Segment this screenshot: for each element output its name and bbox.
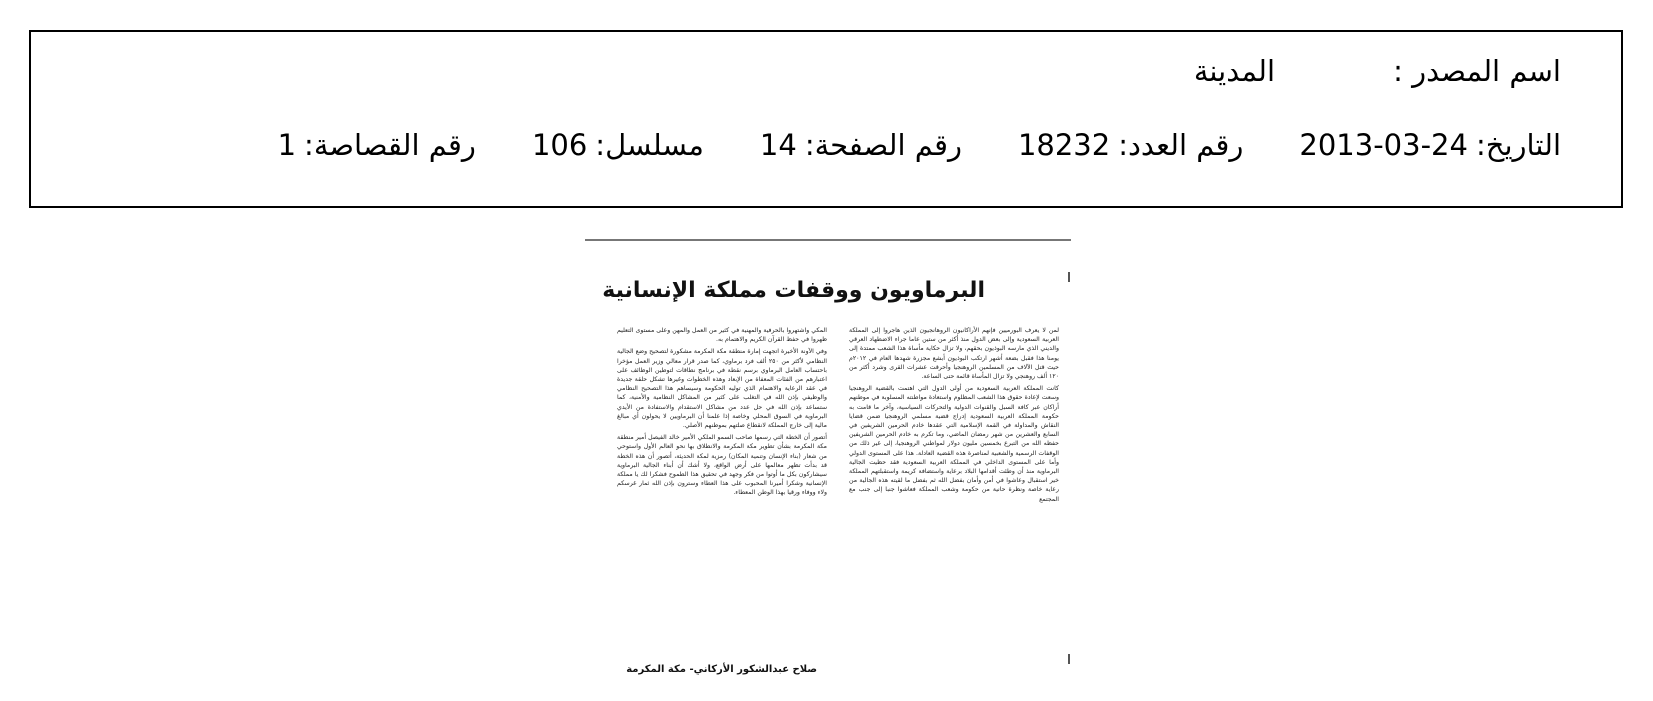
source-value: المدينة xyxy=(1193,54,1276,88)
issue-label: رقم العدد: xyxy=(1118,128,1244,162)
article-title: البرماويون ووقفات مملكة الإنسانية xyxy=(602,278,985,303)
serial-value: 106 xyxy=(531,128,588,162)
clipping-info-header xyxy=(29,30,1623,208)
source-field xyxy=(1393,54,1561,88)
issue-field xyxy=(1018,128,1243,162)
clipping-top-rule xyxy=(585,239,1071,241)
clipping-edge-mark-bottom xyxy=(1068,654,1070,664)
newspaper-clipping xyxy=(585,236,1075,701)
serial-field xyxy=(532,128,704,162)
serial-label: مسلسل: xyxy=(595,128,704,162)
article-paragraph: كانت المملكة العربية السعودية من أولى الدول التي اهتمت بالقضية الروهنجيا وسعت لإعادة حقوق هذا الشعب المظلوم واستعادة مواطنته المسلوبة في موطنهم أراكان عبر كافة السبل والقنوات الدولية والتحركات السياسية، وآخر ما قامت به حكومة المملكة العربية السعودية إدراج قضية مسلمي الروهنجيا ضمن قضايا النقاش والمداولة في القمة الإسلامية التي عقدها خادم الحرمين الشريفين في السابع والعشرين من شهر رمضان الماضي، وما تكرم به خادم الحرمين الشريفين حفظه الله من التبرع بخمسين مليون دولار لمواطني الروهنجيا، إلى غير ذلك من الوقفات الرسمية والشعبية لمناصرة هذه القضية العادلة. هذا على المستوى الدولي وأما على المستوى الداخلي في المملكة العربية السعودية فقد حظيت الجالية البرماوية منذ أن وطئت أقدامها البلاد برعاية واستضافة كريمة واستقبلتهم المملكة خير استقبال وعاشوا في أمن وأمان بفضل الله ثم بفضل ما لقيته هذه الجالية من رعاية خاصة ونظرة حانية من حكومة وشعب المملكة فعاشوا جنبا إلى جنب مع المجتمع xyxy=(849,385,1059,503)
date-value: 2013-03-24 xyxy=(1299,128,1468,162)
article-paragraph: المكي واشتهروا بالحرفية والمهنية في كثير من العمل والمهن وعلى مستوى التعليم ظهروا في حفظ القرآن الكريم والاهتمام به. xyxy=(617,327,827,344)
issue-value: 18232 xyxy=(1017,128,1111,162)
clipping-edge-mark-top xyxy=(1068,272,1070,282)
clip-number-value: 1 xyxy=(277,128,297,162)
clip-number-field xyxy=(278,128,476,162)
article-paragraph: لمن لا يعرف البورميين فإنهم الأراكانيون الروهانجيون الذين هاجروا إلى المملكة العربية السعودية وإلى بعض الدول منذ أكثر من ستين عاما جراء الاضطهاد العرقي والديني الذي مارسه البوذيون بحقهم، ولا تزال حكاية مأساة هذا الشعب ممتدة إلى يومنا هذا فقبل بضعة أشهر ارتكب البوذيون أبشع مجزرة شهدها العام في ٢٠١٢م حيث قتل الآلاف من المسلمين الروهنجيا وأحرقت عشرات القرى وشرد أكثر من ١٢٠ ألف روهنجي ولا تزال المأساة قائمة حتى الساعة. xyxy=(849,327,1059,381)
source-label: اسم المصدر : xyxy=(1393,54,1561,88)
date-field xyxy=(1299,128,1561,162)
article-paragraph: وفي الآونة الأخيرة اتجهت إمارة منطقة مكة المكرمة مشكورة لتصحيح وضع الجالية النظامي لأكثر من ٢٥٠ ألف فرد برماوي، كما صدر قرار معالي وزير العمل مؤخرا باحتساب العامل البرماوي برسم نقطة في برنامج نطاقات لتوطين الوظائف على اعتبارهم من الفئات المعفاة من الإبعاد وهذه الخطوات وغيرها تشكل حلقة جديدة في عقد الرعاية والاهتمام الذي توليه الحكومة وسيساهم هذا التصحيح النظامي والوظيفي بإذن الله في التغلب على كثير من المشاكل النظامية والأمنية، كما ستساعد بإذن الله في حل عدد من مشاكل الاستقدام والاستفادة من الأيدي البرماوية في السوق المحلي وخاصة إذا علمنا أن البرماويين لا يحولون أي مبالغ مالية إلى خارج المملكة لانقطاع صلتهم بموطنهم الأصلي. xyxy=(617,348,827,430)
article-paragraph: أتصور أن الخطة التي رسمها صاحب السمو الملكي الأمير خالد الفيصل أمير منطقة مكة المكرمة بشأن تطوير مكة المكرمة والانطلاق بها نحو العالم الأول واستوحي من شعار (بناء الإنسان وتنمية المكان) رمزية لمكة الحديثة، أتصور أن هذه الخطة قد بدأت تظهر معالمها على أرض الواقع، ولا أشك أن أبناء الجالية البرماوية سيشاركون بكل ما أوتوا من فكر وجهد في تحقيق هذا الطموح فشكرا لك يا مملكة الإنسانية وشكرا أميرنا المحبوب على هذا العطاء وسترون بإذن الله ثمار غرسكم ولاء ووفاء ورقيا بهذا الوطن المعطاء. xyxy=(617,434,827,497)
date-label: التاريخ: xyxy=(1475,128,1561,162)
page-value: 14 xyxy=(759,128,797,162)
article-column-left xyxy=(617,326,827,656)
metadata-row xyxy=(278,128,1561,162)
article-column-right xyxy=(849,326,1059,676)
article-byline: صلاح عبدالشكور الأركاني- مكة المكرمة xyxy=(626,664,817,675)
clip-number-label: رقم القصاصة: xyxy=(304,128,476,162)
page-field xyxy=(760,128,962,162)
page-label: رقم الصفحة: xyxy=(804,128,962,162)
source-row xyxy=(1194,54,1561,88)
